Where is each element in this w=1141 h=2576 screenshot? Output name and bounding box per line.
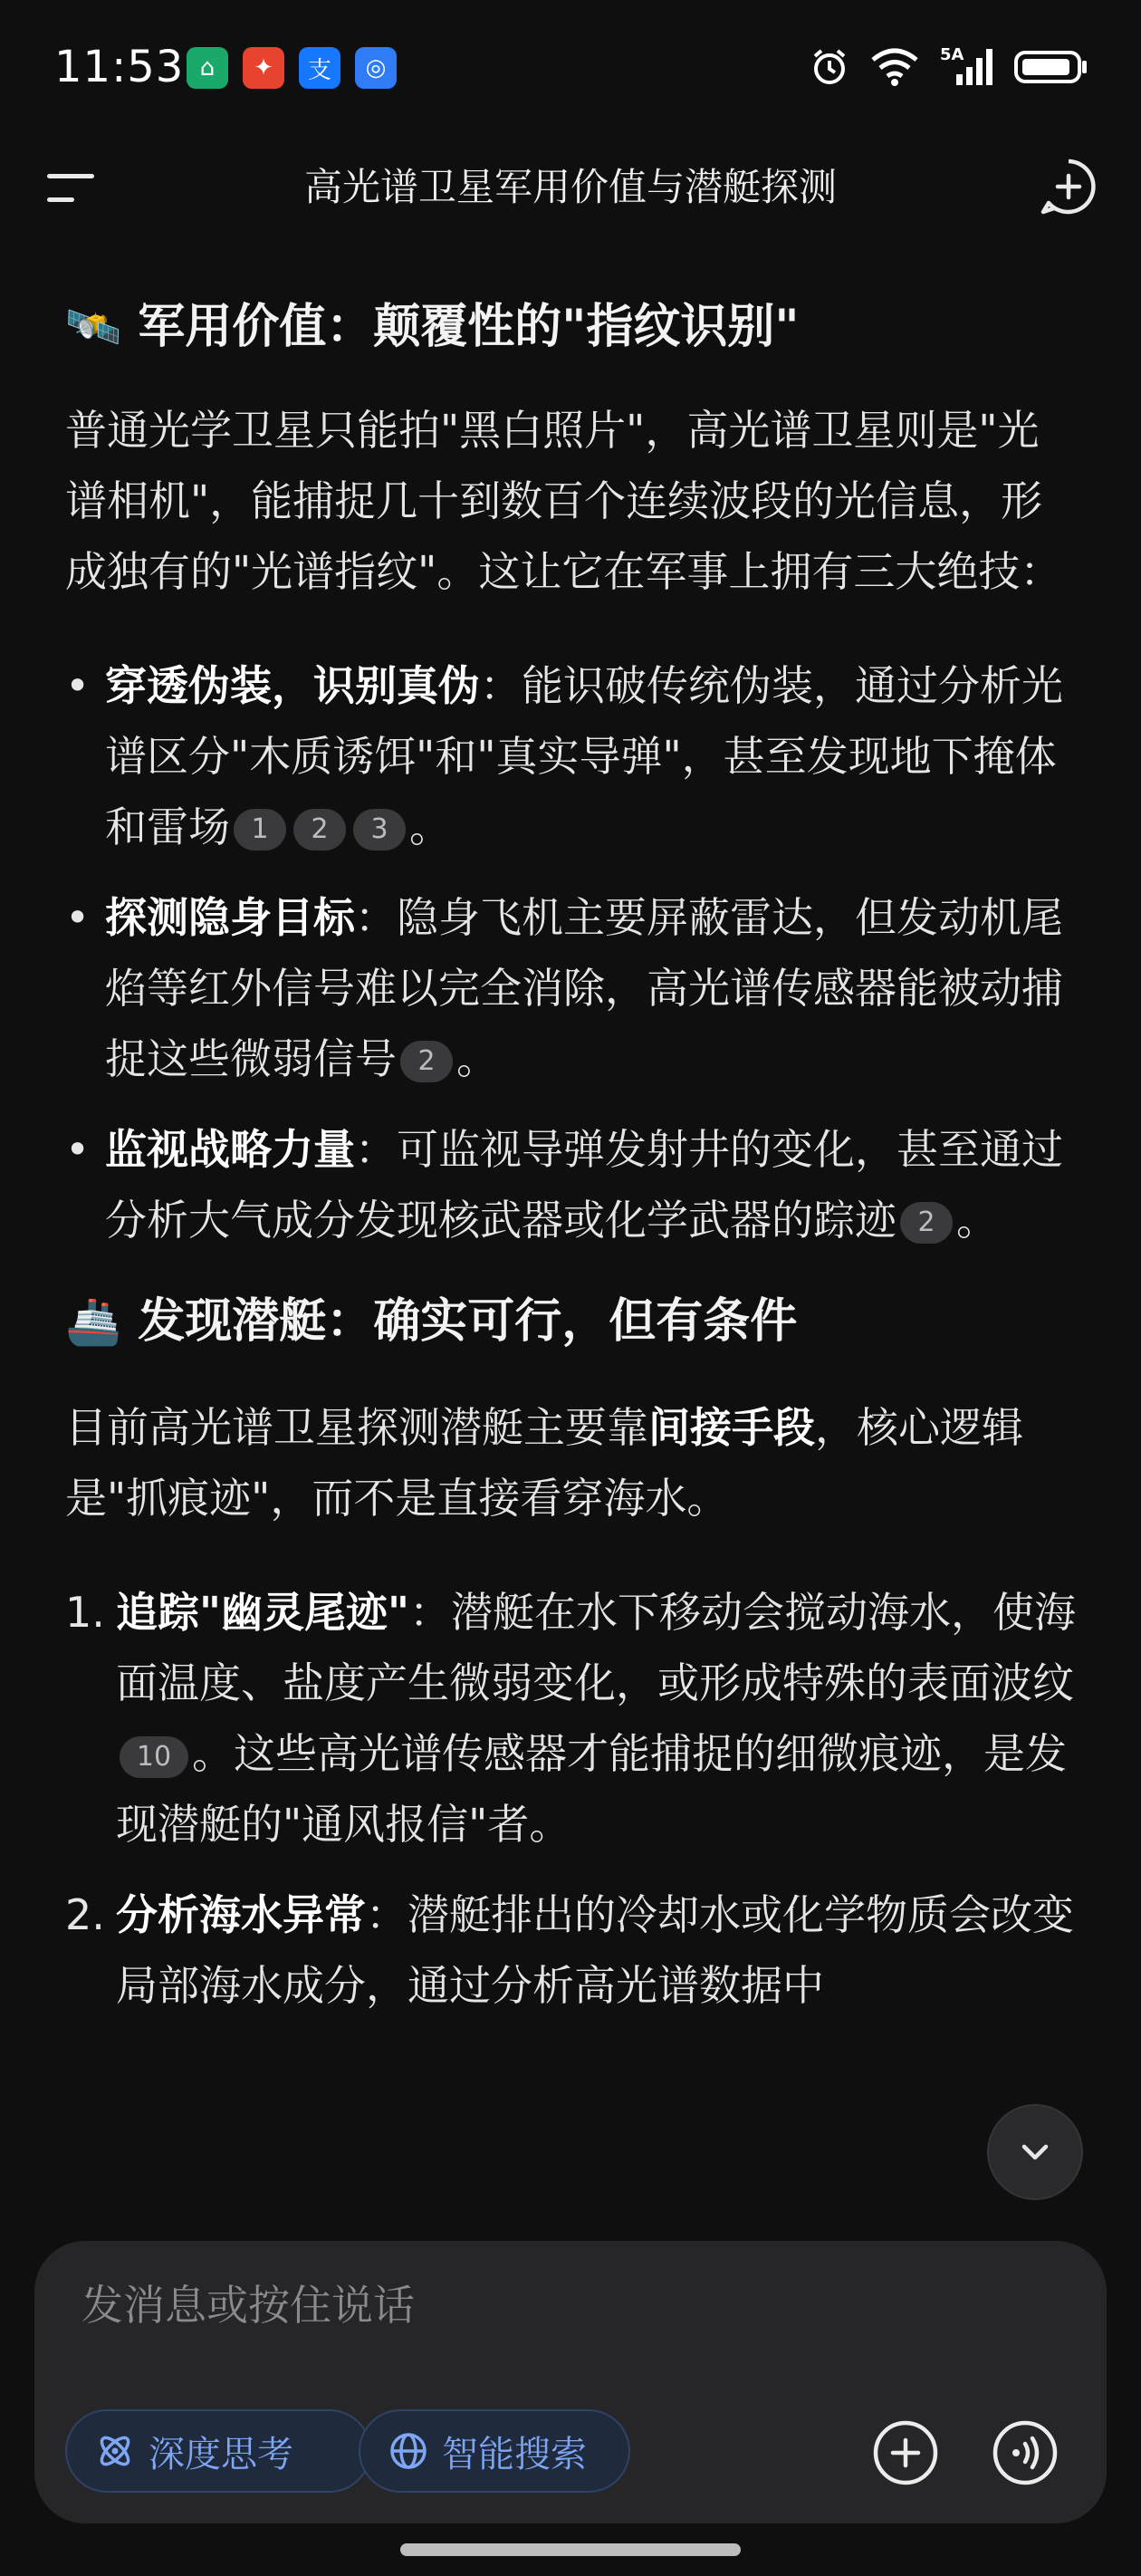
list-item <box>65 1879 1079 2021</box>
globe-icon <box>388 2430 429 2472</box>
home-app-icon: ⌂ <box>187 47 228 89</box>
section-heading-text: 军用价值：颠覆性的"指纹识别" <box>138 300 800 354</box>
smart-search-toggle[interactable] <box>359 2409 630 2493</box>
list-item-tail: 。 <box>956 1195 998 1245</box>
list-number: 2. <box>65 1890 105 1940</box>
new-chat-icon <box>1040 158 1098 216</box>
citation-badge[interactable]: 10 <box>120 1736 188 1778</box>
list-number: 1. <box>65 1588 105 1638</box>
intro-text: ，核心逻辑是"抓痕迹"，而不是直接看穿海水。 <box>65 1403 1023 1523</box>
attach-button[interactable] <box>871 2418 940 2487</box>
submarine-methods-list <box>65 1577 1079 2021</box>
voice-waves-icon <box>991 2418 1060 2487</box>
status-bar <box>0 0 1141 136</box>
list-item-text: ：能识破传统伪装，通过分析光谱区分"木质诱饵"和"真实导弹"，甚至发现地下掩体和雷场 <box>105 660 1063 851</box>
home-indicator[interactable] <box>400 2543 741 2556</box>
satellite-icon: 🛰️ <box>65 301 122 354</box>
citation-badge[interactable]: 3 <box>353 809 406 851</box>
list-item-title: 探测隐身目标 <box>105 892 355 942</box>
alipay-icon: 支 <box>299 47 340 89</box>
status-time: 11:53 <box>54 42 185 92</box>
section2-intro <box>65 1392 1079 1533</box>
list-item-tail: 。这些高光谱传感器才能捕捉的细微痕迹，是发现潜艇的"通风报信"者。 <box>116 1729 1067 1850</box>
system-icons <box>810 47 1088 87</box>
list-item-title: 分析海水异常 <box>116 1890 366 1940</box>
list-item-title: 穿透伪装，识别真伪 <box>105 660 480 710</box>
ship-icon: 🚢 <box>65 1294 122 1348</box>
deep-think-toggle[interactable] <box>65 2409 371 2493</box>
list-item-text: ：可监视导弹发射井的变化，甚至通过分析大气成分发现核武器或化学武器的踪迹 <box>105 1124 1063 1245</box>
network-type-label: 5A <box>940 45 964 64</box>
intro-bold: 间接手段 <box>648 1403 815 1453</box>
list-item-title: 监视战略力量 <box>105 1124 355 1174</box>
list-item-tail: 。 <box>409 802 451 851</box>
battery-icon <box>1014 47 1088 87</box>
section-heading-text: 发现潜艇：确实可行，但有条件 <box>138 1293 798 1349</box>
chat-header <box>0 136 1141 235</box>
cellular-signal-icon <box>940 47 994 87</box>
plus-circle-icon <box>871 2418 940 2487</box>
citation-badge[interactable]: 1 <box>234 809 286 851</box>
list-item <box>65 882 1079 1094</box>
list-item-tail: 。 <box>456 1033 498 1083</box>
section-heading-submarine <box>65 1292 1079 1353</box>
section1-intro: 普通光学卫星只能拍"黑白照片"，高光谱卫星则是"光谱相机"，能捕捉几十到数百个连续波段的光信息，形成独有的"光谱指纹"。这让它在军事上拥有三大绝技： <box>65 405 1062 596</box>
list-item <box>65 650 1079 862</box>
new-chat-button[interactable] <box>1040 158 1098 216</box>
shopping-app-icon: ✦ <box>243 47 284 89</box>
list-item-text: ：隐身飞机主要屏蔽雷达，但发动机尾焰等红外信号难以完全消除，高光谱传感器能被动捕捉这些微弱信号 <box>105 892 1063 1083</box>
deep-think-label: 深度思考 <box>149 2433 293 2475</box>
list-item-text: ：潜艇在水下移动会搅动海水，使海面温度、盐度产生微弱变化，或形成特殊的表面波纹 <box>116 1588 1076 1708</box>
atom-icon <box>94 2430 136 2472</box>
scroll-to-bottom-button[interactable] <box>989 2106 1081 2198</box>
list-item <box>65 1577 1079 1860</box>
voice-call-button[interactable] <box>991 2418 1060 2487</box>
military-uses-list <box>65 650 1079 1255</box>
intro-text: 目前高光谱卫星探测潜艇主要靠 <box>65 1403 648 1453</box>
citation-badge[interactable]: 2 <box>400 1041 453 1082</box>
citation-badge[interactable]: 2 <box>900 1202 953 1244</box>
message-content <box>65 272 1079 2237</box>
chat-app-icon: ◎ <box>355 47 397 89</box>
list-item-title: 追踪"幽灵尾迹" <box>116 1588 409 1638</box>
smart-search-label: 智能搜索 <box>442 2433 587 2475</box>
message-input[interactable] <box>80 2277 898 2333</box>
notification-icons <box>187 47 397 89</box>
wifi-icon <box>869 47 920 87</box>
chat-title: 高光谱卫星军用价值与潜艇探测 <box>303 165 837 209</box>
citation-badge[interactable]: 2 <box>293 809 346 851</box>
alarm-icon <box>810 47 849 87</box>
section-heading-military-value <box>65 297 1079 359</box>
chevron-down-icon <box>1015 2132 1055 2172</box>
list-item <box>65 1114 1079 1255</box>
list-item-text: ：潜艇排出的冷却水或化学物质会改变局部海水成分，通过分析高光谱数据中 <box>116 1890 1074 2011</box>
message-composer <box>34 2241 1107 2523</box>
